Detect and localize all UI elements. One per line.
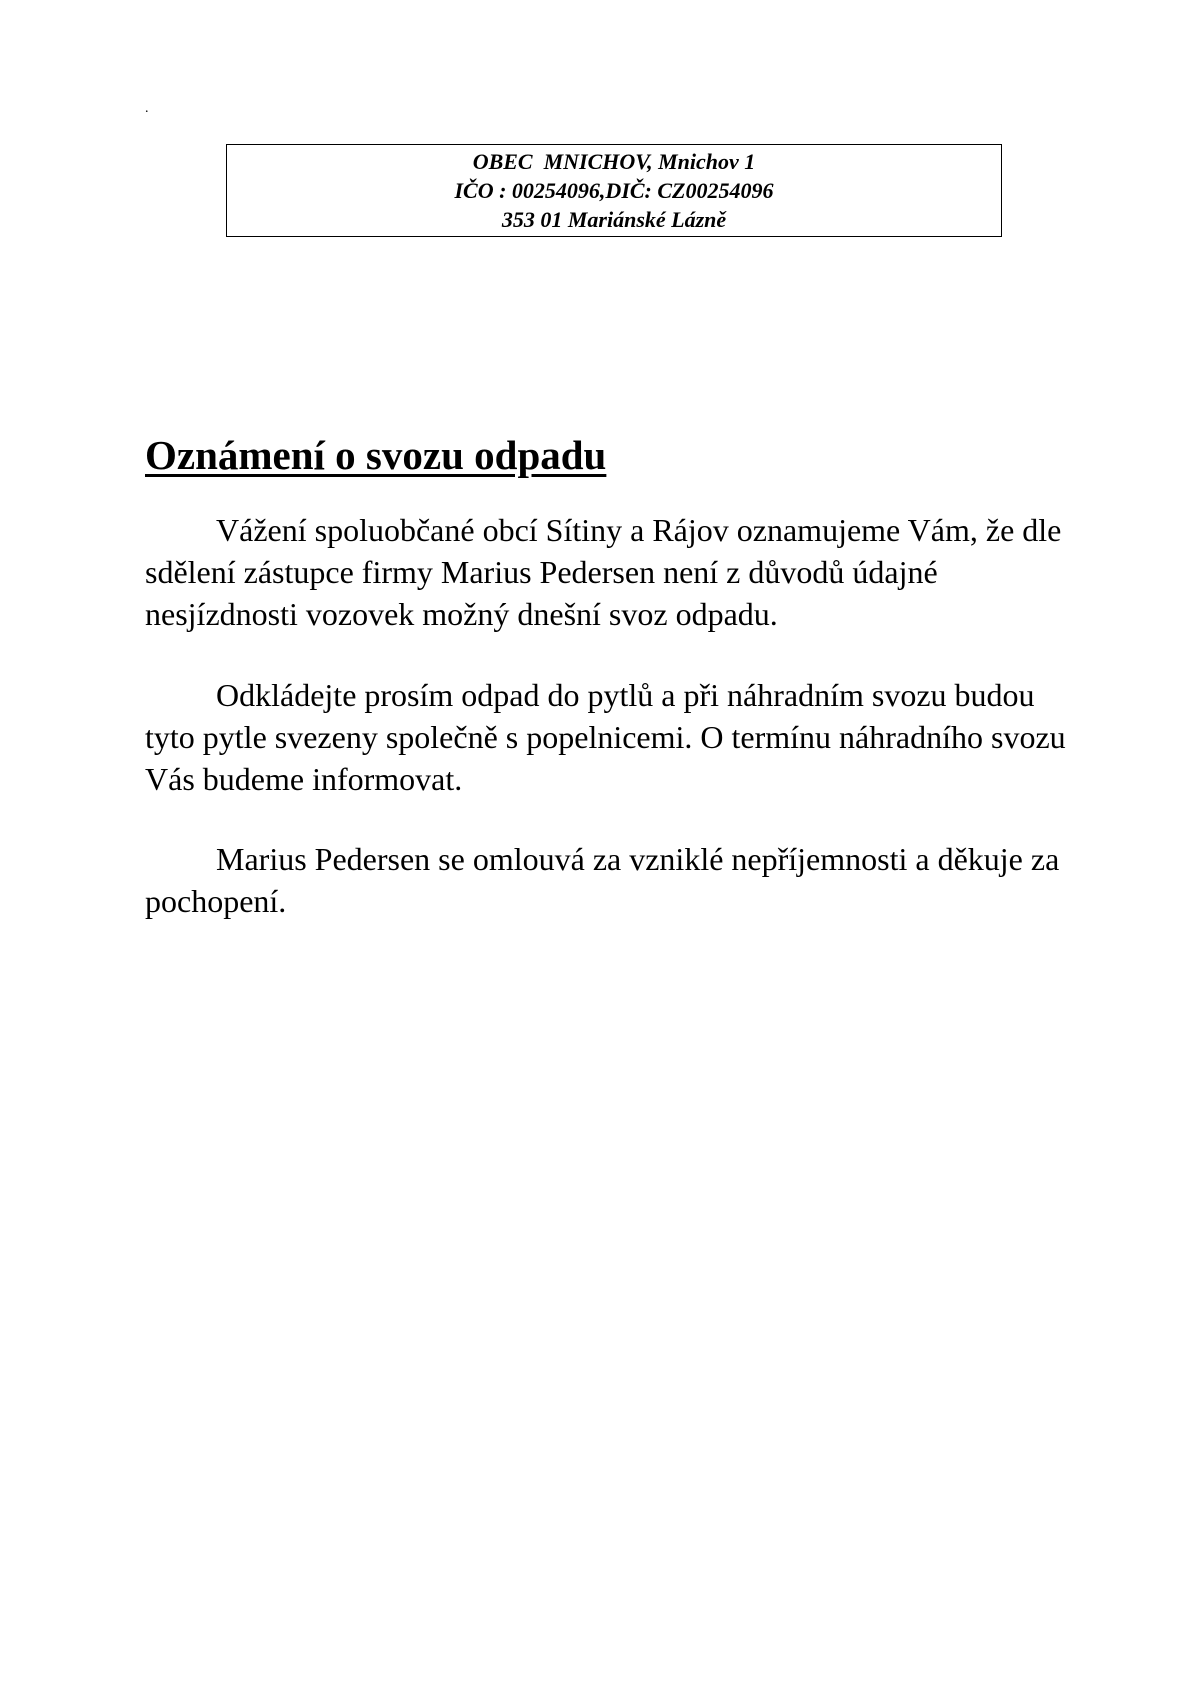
notice-paragraph-2: Odkládejte prosím odpad do pytlů a při náhradním svozu budou tyto pytle svezeny společně s popelnicemi. O termínu náhradního svozu Vás budeme informovat.: [145, 677, 1066, 797]
letterhead-box: [226, 144, 1002, 237]
notice-title: Oznámení o svozu odpadu: [145, 432, 607, 478]
letterhead-address: 353 01 Mariánské Lázně: [501, 207, 727, 232]
stray-dot: .: [145, 101, 149, 116]
notice-paragraph-1: Vážení spoluobčané obcí Sítiny a Rájov oznamujeme Vám, že dle sdělení zástupce firmy Marius Pedersen není z důvodů údajné nesjízdnosti vozovek možný dnešní svoz odpadu.: [145, 512, 1062, 632]
letterhead-municipality: OBEC MNICHOV, Mnichov 1: [472, 149, 756, 174]
notice-paragraph-3: Marius Pedersen se omlouvá za vzniklé nepříjemnosti a děkuje za pochopení.: [145, 841, 1060, 919]
letterhead-ids: IČO : 00254096,DIČ: CZ00254096: [454, 178, 774, 203]
